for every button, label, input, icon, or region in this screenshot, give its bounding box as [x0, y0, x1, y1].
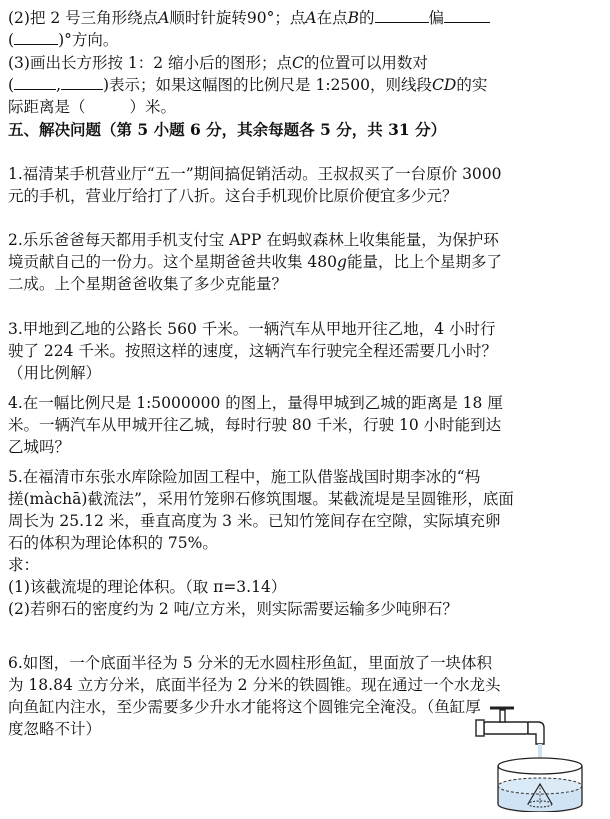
faucet-icon [476, 708, 544, 744]
problem-2: 2.乐乐爸爸每天都用手机支付宝 APP 在蚂蚁森林上收集能量，为保护环 境贡献自己的一份力。这个星期爸爸共收集 480g能量，比上个星期多了 二成。上个星期爸爸收集了多少克能量？ [8, 231, 502, 293]
problem-6: 6.如图，一个底面半径为 5 分米的无水圆柱形鱼缸，里面放了一块体积 为 18.84 立方分米，底面半径为 2 分米的铁圆锥。现在通过一个水龙头 向鱼缸内注水，至少需要多少升水才能将这个圆锥完全淹没。（鱼缸厚 度忽略不计） [8, 654, 501, 738]
point-label: C [292, 54, 304, 72]
question-4-3-line2: ( , )表示；如果这幅图的比例尺是 1:2500，则线段CD的实 [8, 76, 488, 94]
problem-4: 4.在一幅比例尺是 1:5000000 的图上，量得甲城到乙城的距离是 18 厘 米。一辆汽车从甲城开往乙城，每时行驶 80 千米，行驶 10 小时能到达 乙城吗？ [8, 394, 503, 456]
question-4-3 [8, 52, 600, 118]
answer-blank[interactable] [444, 8, 490, 23]
faucet-tank-cone-icon [466, 700, 586, 812]
section-heading: 五、解决问题（第 5 小题 6 分，其余每题各 5 分，共 31 分） [8, 120, 447, 139]
question-4-3-line3: 际距离是（ ）米。 [8, 98, 177, 116]
point-label: A [158, 9, 170, 27]
segment-label: CD [432, 76, 457, 94]
answer-blank[interactable] [14, 75, 56, 90]
answer-blank[interactable] [61, 75, 103, 90]
problem-3: 3.甲地到乙地的公路长 560 千米。一辆汽车从甲地开往乙地，4 小时行 驶了 224 千米。按照这样的速度，这辆汽车行驶完全程还需要几小时？ （用比例解） [8, 320, 497, 382]
problem-1: 1.福清某手机营业厅“五一”期间搞促销活动。王叔叔买了一台原价 3000 元的手机，营业厅给打了八折。这台手机现价比原价便宜多少元？ [8, 165, 502, 205]
problem-5: 5.在福清市东张水库除险加固工程中，施工队借鉴战国时期李冰的“杩 搓(màchā)截流法”，采用竹笼卵石修筑围堰。某截流堤是呈圆锥形，底面 周长为 25.12 米，垂直高度为 3 米。已知竹笼间存在空隙，实际填充卵 石的体积为理论体积的 75%。 求： (1)该截流堤的理论体积。（取 π=3.14） (2)若卵石的密度约为 2 吨/立方米，则实际需要运输多少吨卵石？ [8, 468, 514, 618]
unit-label: g [337, 253, 347, 271]
question-4-2-line2: ( )°方向。 [8, 31, 119, 49]
point-label: A [305, 9, 317, 27]
question-4-2-line1: (2)把 2 号三角形绕点A顺时针旋转90°；点A在点B的 偏 [8, 7, 600, 29]
answer-blank[interactable] [375, 8, 429, 23]
question-4-2 [8, 7, 600, 51]
tank-icon [498, 758, 582, 812]
answer-blank[interactable] [14, 30, 58, 45]
question-4-3-line1: (3)画出长方形按 1：2 缩小后的图形；点C的位置可以用数对 [8, 54, 428, 72]
point-label: B [347, 9, 359, 27]
